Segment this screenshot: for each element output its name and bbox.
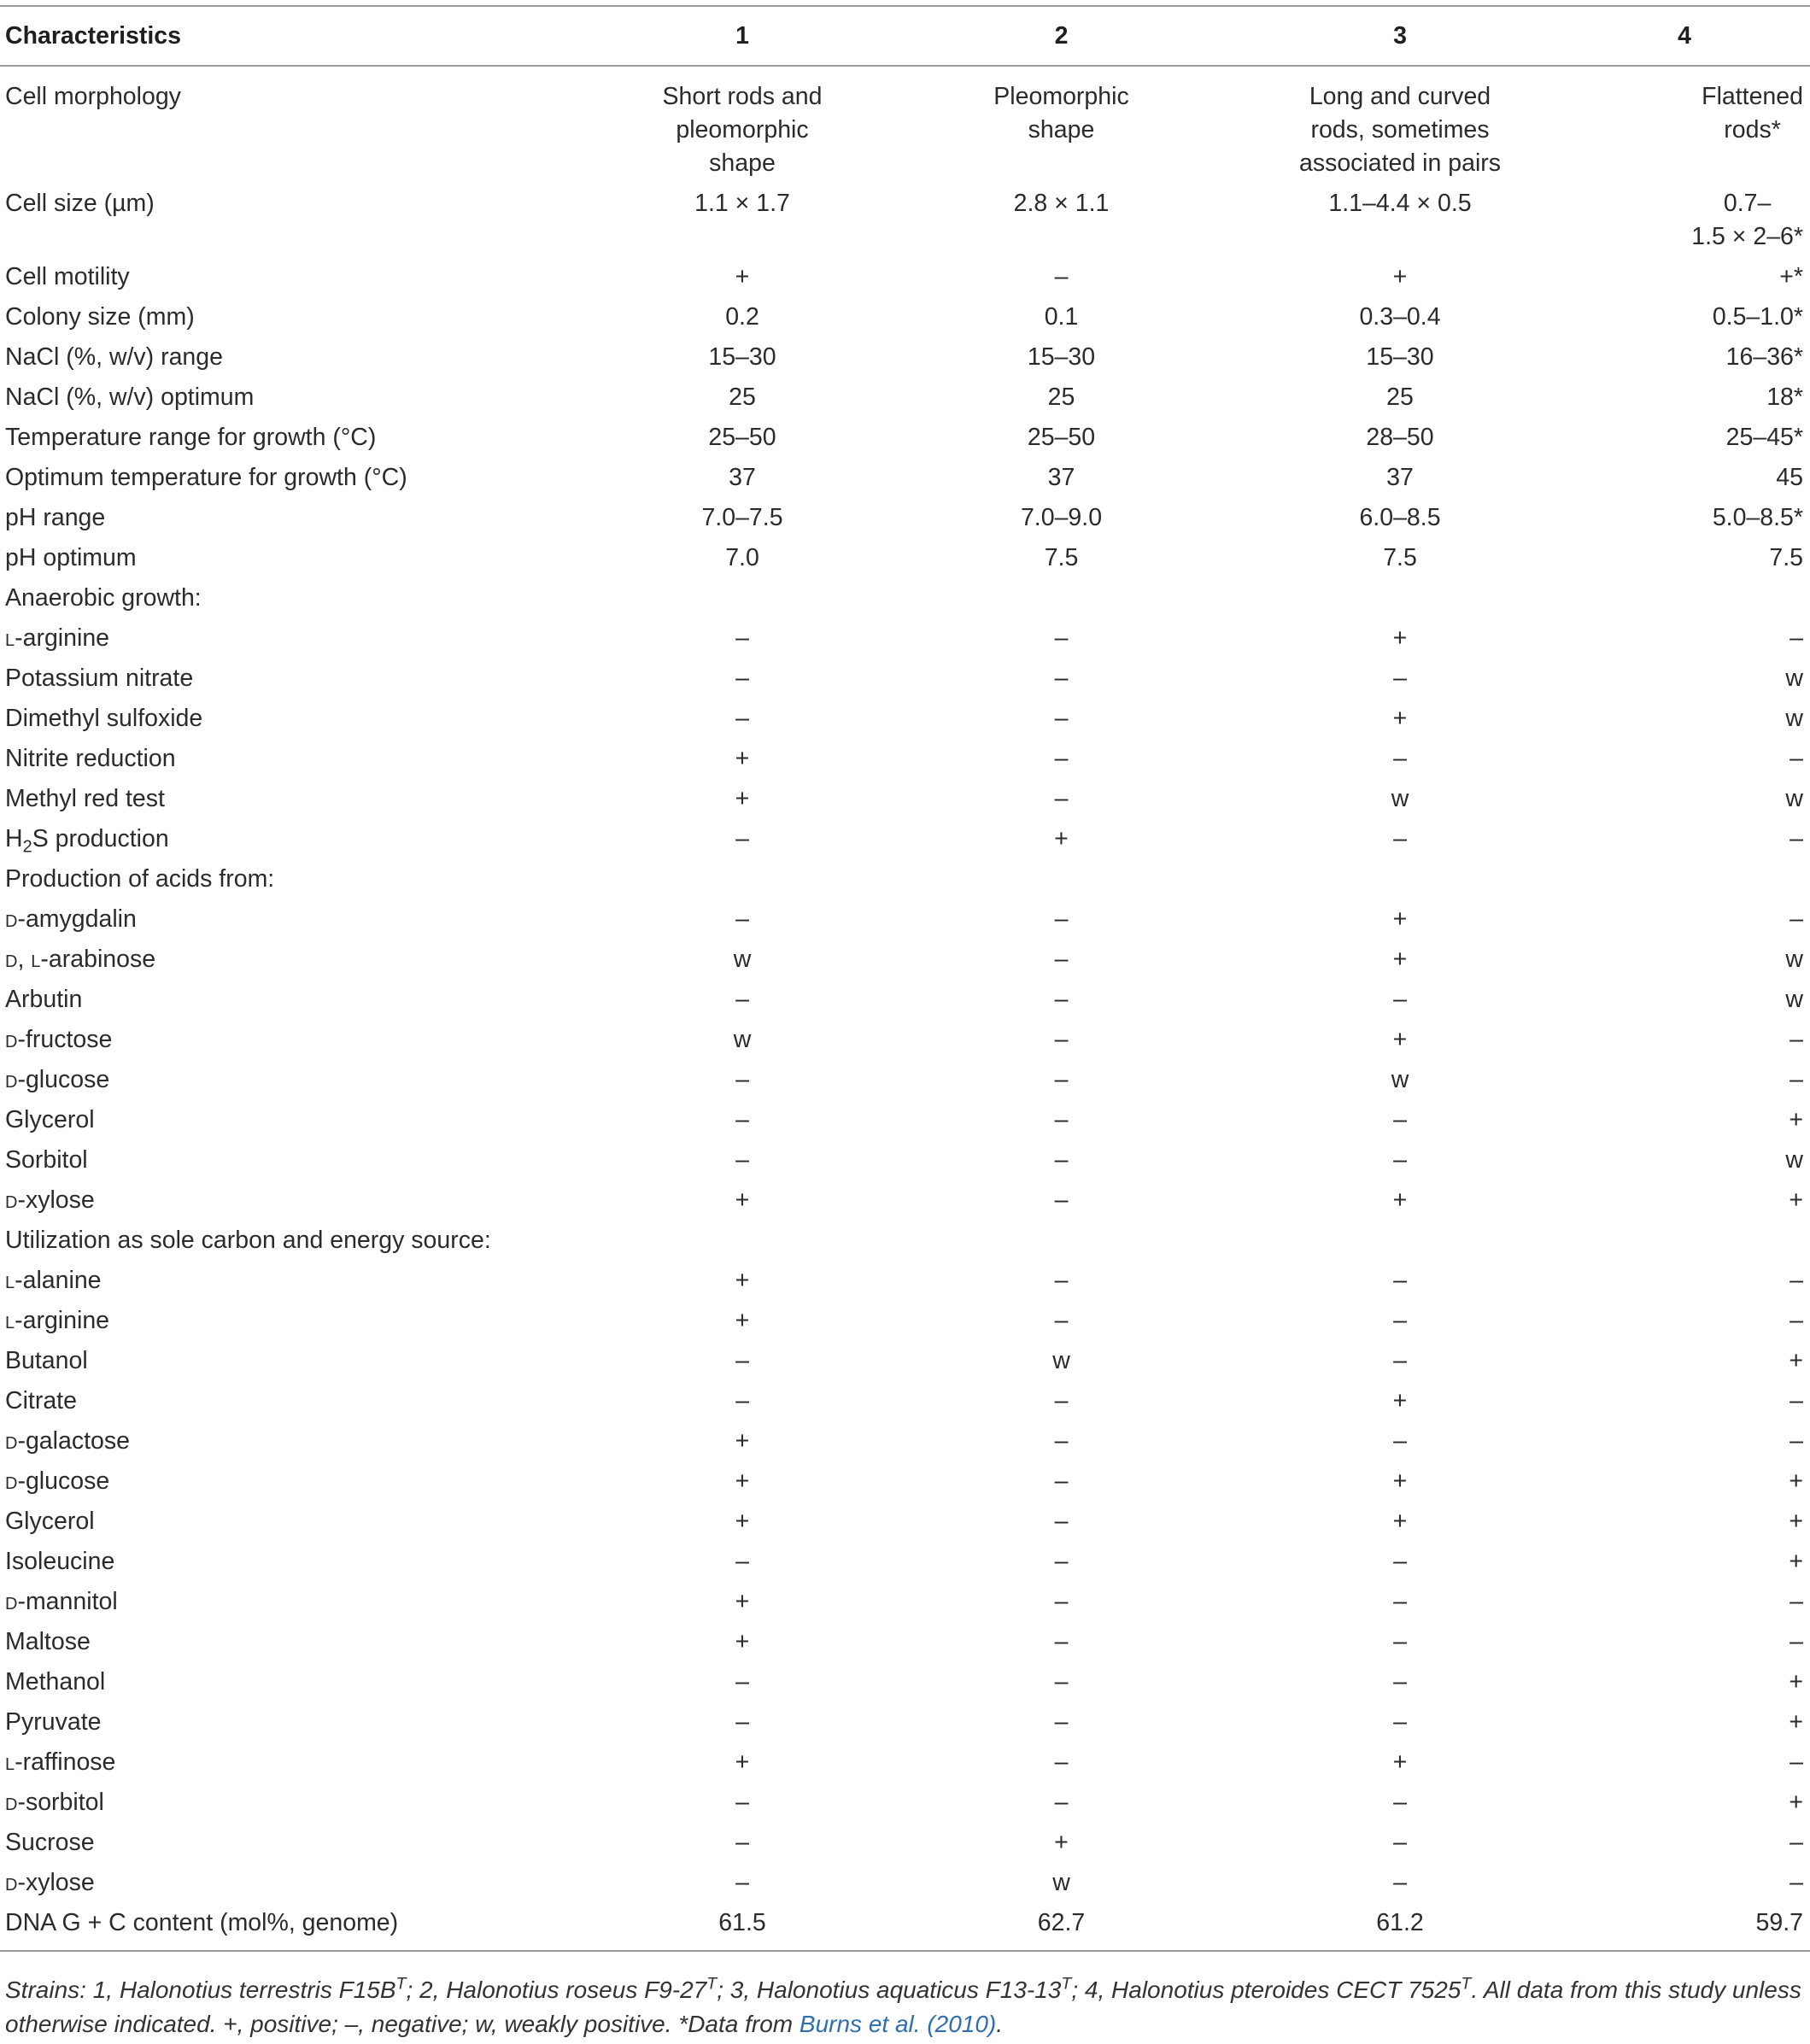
row-label: Methanol — [5, 1668, 106, 1696]
cell-strain-3: + — [1392, 263, 1408, 290]
table-row-d-fructose — [0, 1020, 1810, 1060]
cell-strain-2: 15–30 — [1027, 343, 1096, 371]
cell-strain-3: – — [1393, 1106, 1407, 1133]
cell-strain-4: – — [1789, 1307, 1803, 1334]
cell-strain-1: – — [735, 1347, 749, 1374]
cell-strain-3: 15–30 — [1366, 343, 1434, 371]
cell-strain-4: – — [1789, 825, 1803, 852]
row-label: Cell morphology — [5, 83, 181, 110]
strain-1-name: Halonotius terrestris F15B — [119, 1977, 396, 2003]
cell-strain-4: + — [1789, 1708, 1803, 1736]
cell-strain-4: w — [1785, 986, 1803, 1013]
table-row-l-alanine — [0, 1261, 1810, 1301]
table-row-ph-range — [0, 498, 1810, 538]
row-label: $H_2S$ production — [5, 825, 169, 857]
row-label: Colony size (mm) — [5, 303, 195, 331]
cell-strain-2: – — [1054, 1508, 1069, 1535]
cell-strain-2: – — [1054, 1427, 1069, 1455]
table-row-sucrose — [0, 1823, 1810, 1863]
cell-strain-2: 7.0–9.0 — [1020, 504, 1103, 531]
table-header — [0, 6, 1810, 66]
cell-strain-2: – — [1054, 705, 1069, 732]
cell-strain-4: 25–45* — [1725, 424, 1803, 451]
table-row-d-amygdalin — [0, 899, 1810, 940]
cell-strain-4: + — [1789, 1668, 1803, 1696]
cell-strain-4 — [1559, 1221, 1810, 1261]
table-row-nitrite-reduction — [0, 739, 1810, 779]
row-label: l-arginine — [5, 624, 110, 652]
cell-strain-3: 25 — [1386, 384, 1414, 411]
cell-strain-3: – — [1393, 1588, 1407, 1615]
cell-strain-1 — [603, 859, 882, 899]
cell-strain-1: + — [735, 785, 750, 812]
cell-strain-2 — [882, 578, 1241, 618]
table-row-cell-size-m — [0, 184, 1810, 257]
cell-strain-2 — [882, 1221, 1241, 1261]
cell-strain-3: – — [1393, 1427, 1407, 1455]
cell-strain-3: – — [1393, 1628, 1407, 1655]
cell-strain-2: 62.7 — [882, 1903, 1241, 1951]
row-label: Arbutin — [5, 986, 83, 1013]
cell-strain-3 — [1241, 859, 1559, 899]
cell-strain-2: – — [1054, 1307, 1069, 1334]
header-strain-4: 4 — [1559, 6, 1810, 66]
table-row-potassium-nitrate — [0, 659, 1810, 699]
cell-strain-4: – — [1789, 1387, 1803, 1414]
cell-strain-4: – — [1789, 1267, 1803, 1294]
row-label: Potassium nitrate — [5, 665, 194, 692]
cell-strain-1: + — [735, 745, 750, 772]
cell-strain-3 — [1241, 1221, 1559, 1261]
table-row-anaerobic-growth — [0, 578, 1810, 618]
footnote-separator: ; 3, — [717, 1977, 757, 2003]
table-row-glycerol — [0, 1502, 1810, 1542]
cell-strain-3: 37 — [1386, 464, 1414, 491]
cell-strain-1: – — [735, 1146, 749, 1174]
reference-link[interactable]: Burns et al. (2010) — [799, 2011, 997, 2037]
cell-strain-1: Short rods and pleomorphic shape — [662, 83, 823, 177]
table-row-methanol — [0, 1662, 1810, 1702]
cell-strain-1: 61.5 — [603, 1903, 882, 1951]
cell-strain-4: 5.0–8.5* — [1712, 504, 1803, 531]
cell-strain-3: 7.5 — [1383, 544, 1417, 571]
table-row-arbutin — [0, 980, 1810, 1020]
cell-strain-3: w — [1391, 785, 1409, 812]
footnote-end: . — [996, 2011, 1004, 2037]
table-row-butanol — [0, 1341, 1810, 1381]
cell-strain-3: – — [1393, 1869, 1407, 1896]
cell-strain-3: – — [1393, 986, 1407, 1013]
table-row-nacl-w-v-range — [0, 337, 1810, 378]
cell-strain-3: – — [1393, 1347, 1407, 1374]
row-label: Optimum temperature for growth (°C) — [5, 464, 407, 491]
cell-strain-3: + — [1392, 946, 1408, 973]
cell-strain-4: 16–36* — [1725, 343, 1803, 371]
cell-strain-2: w — [1052, 1869, 1070, 1896]
cell-strain-4: + — [1789, 1186, 1803, 1214]
row-label: Anaerobic growth: — [5, 584, 202, 612]
header-row — [0, 6, 1810, 66]
table-row-dna-g-c-content-mol-genome — [0, 1903, 1810, 1951]
cell-strain-2: 25 — [1047, 384, 1075, 411]
strain-3-name: Halonotius aquaticus F13-13 — [756, 1977, 1062, 2003]
cell-strain-2: – — [1054, 745, 1069, 772]
row-label: d-xylose — [5, 1186, 95, 1214]
cell-strain-3: 28–50 — [1366, 424, 1434, 451]
cell-strain-3: – — [1393, 1307, 1407, 1334]
cell-strain-2: – — [1054, 905, 1069, 933]
cell-strain-1: 15–30 — [708, 343, 776, 371]
table-row-colony-size-mm — [0, 297, 1810, 337]
cell-strain-2: 2.8 × 1.1 — [1013, 190, 1110, 217]
cell-strain-3: – — [1393, 1146, 1407, 1174]
cell-strain-4: w — [1785, 785, 1803, 812]
cell-strain-1: – — [735, 624, 749, 652]
footnote-strains-intro: Strains: 1, — [5, 1977, 120, 2003]
row-label: Cell size (µm) — [5, 190, 155, 217]
cell-strain-2: – — [1054, 1748, 1069, 1776]
row-label: d-amygdalin — [5, 905, 137, 933]
cell-strain-4: – — [1789, 905, 1803, 933]
cell-strain-3: – — [1393, 1789, 1407, 1816]
table-row-citrate — [0, 1381, 1810, 1421]
table-row-maltose — [0, 1622, 1810, 1662]
table-row-utilization-as-sole-carbon-and-energy-source — [0, 1221, 1810, 1261]
cell-strain-2: – — [1054, 1267, 1069, 1294]
cell-strain-1: + — [735, 1307, 750, 1334]
cell-strain-1: 1.1 × 1.7 — [694, 190, 790, 217]
cell-strain-2: – — [1054, 665, 1069, 692]
cell-strain-4 — [1559, 578, 1810, 618]
cell-strain-1: + — [735, 1467, 750, 1495]
cell-strain-1: – — [735, 665, 749, 692]
cell-strain-2: – — [1054, 1628, 1069, 1655]
cell-strain-2: – — [1054, 1588, 1069, 1615]
table-row-sorbitol — [0, 1140, 1810, 1180]
cell-strain-2: 0.1 — [1044, 303, 1079, 331]
table-row-d-galactose — [0, 1421, 1810, 1461]
cell-strain-4: – — [1789, 624, 1803, 652]
cell-strain-4: – — [1789, 1026, 1803, 1053]
row-label: Pyruvate — [5, 1708, 102, 1736]
cell-strain-2: – — [1054, 946, 1069, 973]
header-strain-1: 1 — [603, 6, 882, 66]
cell-strain-1: 0.2 — [725, 303, 759, 331]
cell-strain-2: + — [1054, 1829, 1069, 1856]
row-label: Methyl red test — [5, 785, 165, 812]
cell-strain-3: – — [1393, 825, 1407, 852]
cell-strain-3: + — [1392, 1467, 1408, 1495]
cell-strain-1: + — [735, 1508, 750, 1535]
cell-strain-1: + — [735, 1427, 750, 1455]
cell-strain-3: + — [1392, 1026, 1408, 1053]
row-label: NaCl (%, w/v) range — [5, 343, 223, 371]
table-row-d-glucose — [0, 1461, 1810, 1502]
cell-strain-4: w — [1785, 705, 1803, 732]
cell-strain-1: – — [735, 1066, 749, 1093]
cell-strain-4: – — [1789, 1869, 1803, 1896]
cell-strain-1: – — [735, 905, 749, 933]
row-label: d, l-arabinose — [5, 946, 156, 973]
cell-strain-2: – — [1054, 1789, 1069, 1816]
table-row-cell-motility — [0, 257, 1810, 297]
cell-strain-2: w — [1052, 1347, 1070, 1374]
cell-strain-2 — [882, 859, 1241, 899]
header-strain-3: 3 — [1241, 6, 1559, 66]
table-row-d-l-arabinose — [0, 940, 1810, 980]
table-row-ph-optimum — [0, 538, 1810, 578]
cell-strain-3: 6.0–8.5 — [1359, 504, 1441, 531]
cell-strain-1: 25–50 — [708, 424, 776, 451]
row-label: d-glucose — [5, 1066, 110, 1093]
cell-strain-2: – — [1054, 986, 1069, 1013]
cell-strain-4: 45 — [1776, 464, 1803, 491]
cell-strain-4: 7.5 — [1769, 544, 1803, 571]
row-label: Sorbitol — [5, 1146, 88, 1174]
row-label: Dimethyl sulfoxide — [5, 705, 203, 732]
cell-strain-1: – — [735, 825, 749, 852]
row-label: pH range — [5, 504, 106, 531]
strain-4-name: Halonotius pteroides CECT 7525 — [1111, 1977, 1461, 2003]
table-row-pyruvate — [0, 1702, 1810, 1742]
row-label: Cell motility — [5, 263, 130, 290]
row-label: Production of acids from: — [5, 865, 275, 893]
row-label: l-alanine — [5, 1267, 102, 1294]
cell-strain-4: – — [1789, 1588, 1803, 1615]
table-row-d-mannitol — [0, 1582, 1810, 1622]
cell-strain-4: 59.7 — [1559, 1903, 1810, 1951]
cell-strain-3: + — [1392, 1748, 1408, 1776]
cell-strain-2: – — [1054, 1186, 1069, 1214]
cell-strain-2: Pleomorphic shape — [993, 83, 1129, 143]
row-label: Citrate — [5, 1387, 77, 1414]
cell-strain-3: + — [1392, 1186, 1408, 1214]
table-row-l-raffinose — [0, 1742, 1810, 1783]
cell-strain-1: + — [735, 263, 750, 290]
row-label: Butanol — [5, 1347, 88, 1374]
cell-strain-2: – — [1054, 263, 1069, 290]
footnote-separator: ; 4, — [1071, 1977, 1112, 2003]
cell-strain-2: – — [1054, 1467, 1069, 1495]
row-label: d-fructose — [5, 1026, 113, 1053]
cell-strain-3: 61.2 — [1241, 1903, 1559, 1951]
cell-strain-1: + — [735, 1588, 750, 1615]
cell-strain-4: + — [1789, 1789, 1803, 1816]
cell-strain-2: – — [1054, 785, 1069, 812]
type-strain-mark: T — [1061, 1974, 1072, 1994]
table-body — [0, 66, 1810, 1951]
row-label: l-arginine — [5, 1307, 110, 1334]
row-label: NaCl (%, w/v) optimum — [5, 384, 255, 411]
table-row-methyl-red-test — [0, 779, 1810, 819]
cell-strain-4: w — [1785, 1146, 1803, 1174]
cell-strain-3: + — [1392, 624, 1408, 652]
cell-strain-3: – — [1393, 1668, 1407, 1696]
table-row-l-arginine — [0, 1301, 1810, 1341]
cell-strain-2: – — [1054, 1066, 1069, 1093]
cell-strain-1: – — [735, 986, 749, 1013]
cell-strain-4: + — [1789, 1508, 1803, 1535]
table-row-cell-morphology — [0, 66, 1810, 184]
cell-strain-4: – — [1789, 1066, 1803, 1093]
cell-strain-1: + — [735, 1186, 750, 1214]
table-row-production-of-acids-from — [0, 859, 1810, 899]
cell-strain-1: w — [733, 1026, 752, 1053]
row-label: Nitrite reduction — [5, 745, 176, 772]
cell-strain-1: – — [735, 1869, 749, 1896]
cell-strain-3: w — [1391, 1066, 1409, 1093]
cell-strain-4: + — [1789, 1548, 1803, 1575]
cell-strain-2: – — [1054, 624, 1069, 652]
cell-strain-1: – — [735, 1668, 749, 1696]
header-strain-2: 2 — [882, 6, 1241, 66]
cell-strain-1: 7.0–7.5 — [701, 504, 783, 531]
cell-strain-2: – — [1054, 1708, 1069, 1736]
cell-strain-1: + — [735, 1748, 750, 1776]
cell-strain-1: – — [735, 1106, 749, 1133]
cell-strain-4: +* — [1779, 263, 1803, 290]
row-label: Sucrose — [5, 1829, 95, 1856]
cell-strain-3: 0.3–0.4 — [1359, 303, 1441, 331]
cell-strain-4: + — [1789, 1347, 1803, 1374]
cell-strain-1 — [603, 578, 882, 618]
cell-strain-3: – — [1393, 1829, 1407, 1856]
table-row-dimethyl-sulfoxide — [0, 699, 1810, 739]
cell-strain-1: + — [735, 1628, 750, 1655]
cell-strain-2: – — [1054, 1387, 1069, 1414]
table-footnote — [5, 1973, 1802, 2041]
table-row-h2s-production — [0, 819, 1810, 859]
cell-strain-1: w — [733, 946, 752, 973]
cell-strain-4: w — [1785, 946, 1803, 973]
cell-strain-2: + — [1054, 825, 1069, 852]
type-strain-mark: T — [1461, 1974, 1472, 1994]
cell-strain-3: 1.1–4.4 × 0.5 — [1328, 190, 1472, 217]
cell-strain-3: – — [1393, 1708, 1407, 1736]
row-label: Utilization as sole carbon and energy source: — [5, 1227, 491, 1254]
cell-strain-2: – — [1054, 1146, 1069, 1174]
cell-strain-2: – — [1054, 1106, 1069, 1133]
cell-strain-4 — [1559, 859, 1810, 899]
cell-strain-4: 0.5–1.0* — [1712, 303, 1803, 331]
cell-strain-1: 7.0 — [725, 544, 759, 571]
header-characteristics: Characteristics — [0, 6, 603, 66]
cell-strain-3 — [1241, 578, 1559, 618]
row-label: Isoleucine — [5, 1548, 115, 1575]
table-row-optimum-temperature-for-growth-c — [0, 458, 1810, 498]
row-label: d-glucose — [5, 1467, 110, 1495]
row-label: Maltose — [5, 1628, 91, 1655]
row-label: pH optimum — [5, 544, 137, 571]
row-label: Temperature range for growth (°C) — [5, 424, 377, 451]
row-label: d-mannitol — [5, 1588, 118, 1615]
cell-strain-1: – — [735, 1548, 749, 1575]
row-label: d-sorbitol — [5, 1789, 104, 1816]
cell-strain-2: – — [1054, 1026, 1069, 1053]
cell-strain-2: – — [1054, 1548, 1069, 1575]
cell-strain-3: + — [1392, 905, 1408, 933]
row-label: l-raffinose — [5, 1748, 116, 1776]
cell-strain-2: 7.5 — [1044, 544, 1079, 571]
row-label: d-galactose — [5, 1427, 130, 1455]
table-row-d-glucose — [0, 1060, 1810, 1100]
cell-strain-4: + — [1789, 1467, 1803, 1495]
cell-strain-3: – — [1393, 665, 1407, 692]
table-row-d-sorbitol — [0, 1783, 1810, 1823]
cell-strain-1: 37 — [729, 464, 756, 491]
cell-strain-4: – — [1789, 1829, 1803, 1856]
row-label: DNA G + C content (mol%, genome) — [0, 1903, 603, 1951]
cell-strain-4: – — [1789, 1628, 1803, 1655]
row-label: Glycerol — [5, 1508, 95, 1535]
cell-strain-3: + — [1392, 705, 1408, 732]
table-row-nacl-w-v-optimum — [0, 378, 1810, 418]
table-row-isoleucine — [0, 1542, 1810, 1582]
cell-strain-1: 25 — [729, 384, 756, 411]
cell-strain-1: + — [735, 1267, 750, 1294]
cell-strain-2: – — [1054, 1668, 1069, 1696]
cell-strain-4: – — [1789, 1427, 1803, 1455]
cell-strain-2: 25–50 — [1027, 424, 1096, 451]
table-row-glycerol — [0, 1100, 1810, 1140]
table-row-temperature-range-for-growth-c — [0, 418, 1810, 458]
table-row-d-xylose — [0, 1863, 1810, 1903]
type-strain-mark: T — [706, 1974, 718, 1994]
row-label: Glycerol — [5, 1106, 95, 1133]
cell-strain-4: – — [1789, 1748, 1803, 1776]
footnote-separator: ; 2, — [406, 1977, 447, 2003]
cell-strain-1: – — [735, 1387, 749, 1414]
characteristics-table — [0, 5, 1810, 1952]
cell-strain-4: 18* — [1766, 384, 1803, 411]
cell-strain-4: w — [1785, 665, 1803, 692]
cell-strain-4: + — [1789, 1106, 1803, 1133]
cell-strain-3: + — [1392, 1508, 1408, 1535]
cell-strain-1: – — [735, 1829, 749, 1856]
cell-strain-3: – — [1393, 1267, 1407, 1294]
cell-strain-3: + — [1392, 1387, 1408, 1414]
cell-strain-1: – — [735, 1789, 749, 1816]
cell-strain-1: – — [735, 705, 749, 732]
strain-2-name: Halonotius roseus F9-27 — [446, 1977, 707, 2003]
type-strain-mark: T — [395, 1974, 407, 1994]
cell-strain-3: – — [1393, 1548, 1407, 1575]
cell-strain-1 — [603, 1221, 882, 1261]
row-label: d-xylose — [5, 1869, 95, 1896]
cell-strain-3: – — [1393, 745, 1407, 772]
cell-strain-3: Long and curved rods, sometimes associated in pairs — [1298, 83, 1502, 177]
cell-strain-4: 0.7– 1.5 × 2–6* — [1691, 190, 1803, 250]
table-row-d-xylose — [0, 1180, 1810, 1221]
cell-strain-4: – — [1789, 745, 1803, 772]
cell-strain-2: 37 — [1047, 464, 1075, 491]
table-row-l-arginine — [0, 618, 1810, 659]
cell-strain-4: Flattened rods* — [1702, 83, 1803, 143]
footnote-data-note: . All data from this study unless otherwise indicated. +, positive; –, negative; w, weakly positive. *Data from — [5, 1977, 1801, 2037]
cell-strain-1: – — [735, 1708, 749, 1736]
